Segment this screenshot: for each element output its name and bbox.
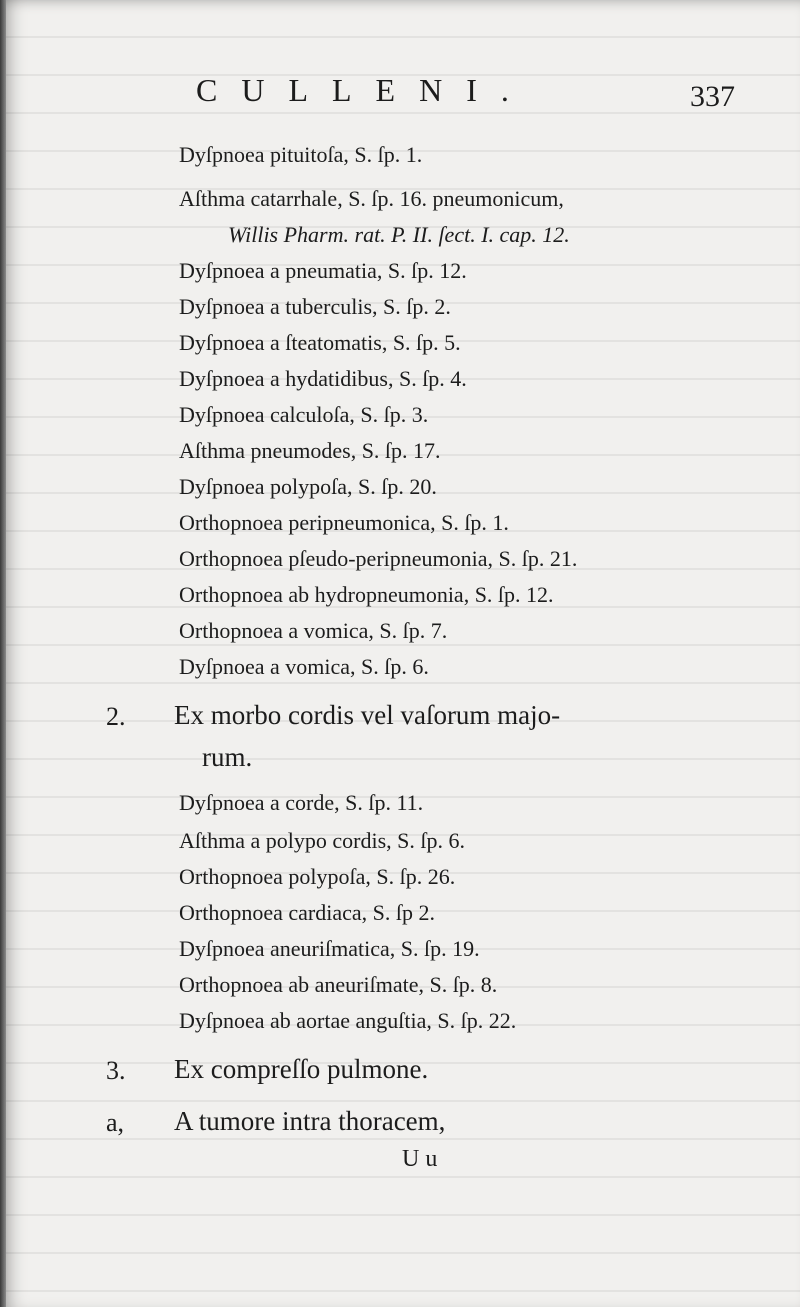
subsection-letter: a, — [106, 1108, 125, 1137]
subsection-heading: A tumore intra thoracem, — [174, 1106, 446, 1136]
section-heading: Ex compreſſo pulmone. — [174, 1054, 429, 1084]
book-page — [6, 0, 800, 1307]
list-item: Dyſpnoea a ſteatomatis, S. ſp. 5. — [179, 330, 461, 355]
list-item: Orthopnoea peripneumonica, S. ſp. 1. — [179, 510, 509, 535]
page-number: 337 — [690, 80, 735, 113]
list-item: Dyſpnoea polypoſa, S. ſp. 20. — [179, 474, 437, 499]
list-item: Aſthma catarrhale, S. ſp. 16. pneumonicum, — [179, 186, 564, 211]
signature-mark: U u — [402, 1146, 438, 1172]
list-item: Dyſpnoea calculoſa, S. ſp. 3. — [179, 402, 429, 427]
list-item: Orthopnoea cardiaca, S. ſp 2. — [179, 900, 435, 925]
section-heading: Ex morbo cordis vel vaſorum majo- — [174, 700, 561, 730]
list-item: Aſthma a polypo cordis, S. ſp. 6. — [179, 828, 465, 853]
list-item: Dyſpnoea a vomica, S. ſp. 6. — [179, 654, 429, 679]
running-head: CULLENI. — [196, 72, 533, 108]
list-item: Orthopnoea pſeudo-peripneumonia, S. ſp. 21. — [179, 546, 578, 571]
section-heading-continuation: rum. — [202, 742, 253, 772]
list-item: Aſthma pneumodes, S. ſp. 17. — [179, 438, 441, 463]
list-item: Orthopnoea polypoſa, S. ſp. 26. — [179, 864, 456, 889]
list-item: Orthopnoea ab aneuriſmate, S. ſp. 8. — [179, 972, 498, 997]
list-item: Orthopnoea ab hydropneumonia, S. ſp. 12. — [179, 582, 554, 607]
list-item-continuation: Willis Pharm. rat. P. II. ſect. I. cap. 12. — [228, 222, 570, 247]
list-item: Dyſpnoea ab aortae anguſtia, S. ſp. 22. — [179, 1008, 517, 1033]
list-item: Dyſpnoea a tuberculis, S. ſp. 2. — [179, 294, 451, 319]
list-item: Dyſpnoea pituitoſa, S. ſp. 1. — [179, 142, 423, 167]
list-item: Dyſpnoea a hydatidibus, S. ſp. 4. — [179, 366, 467, 391]
section-number: 3. — [106, 1056, 126, 1085]
list-item: Dyſpnoea a corde, S. ſp. 11. — [179, 790, 424, 815]
section-number: 2. — [106, 702, 126, 731]
list-item: Dyſpnoea aneuriſmatica, S. ſp. 19. — [179, 936, 480, 961]
list-item: Dyſpnoea a pneumatia, S. ſp. 12. — [179, 258, 467, 283]
list-item: Orthopnoea a vomica, S. ſp. 7. — [179, 618, 448, 643]
